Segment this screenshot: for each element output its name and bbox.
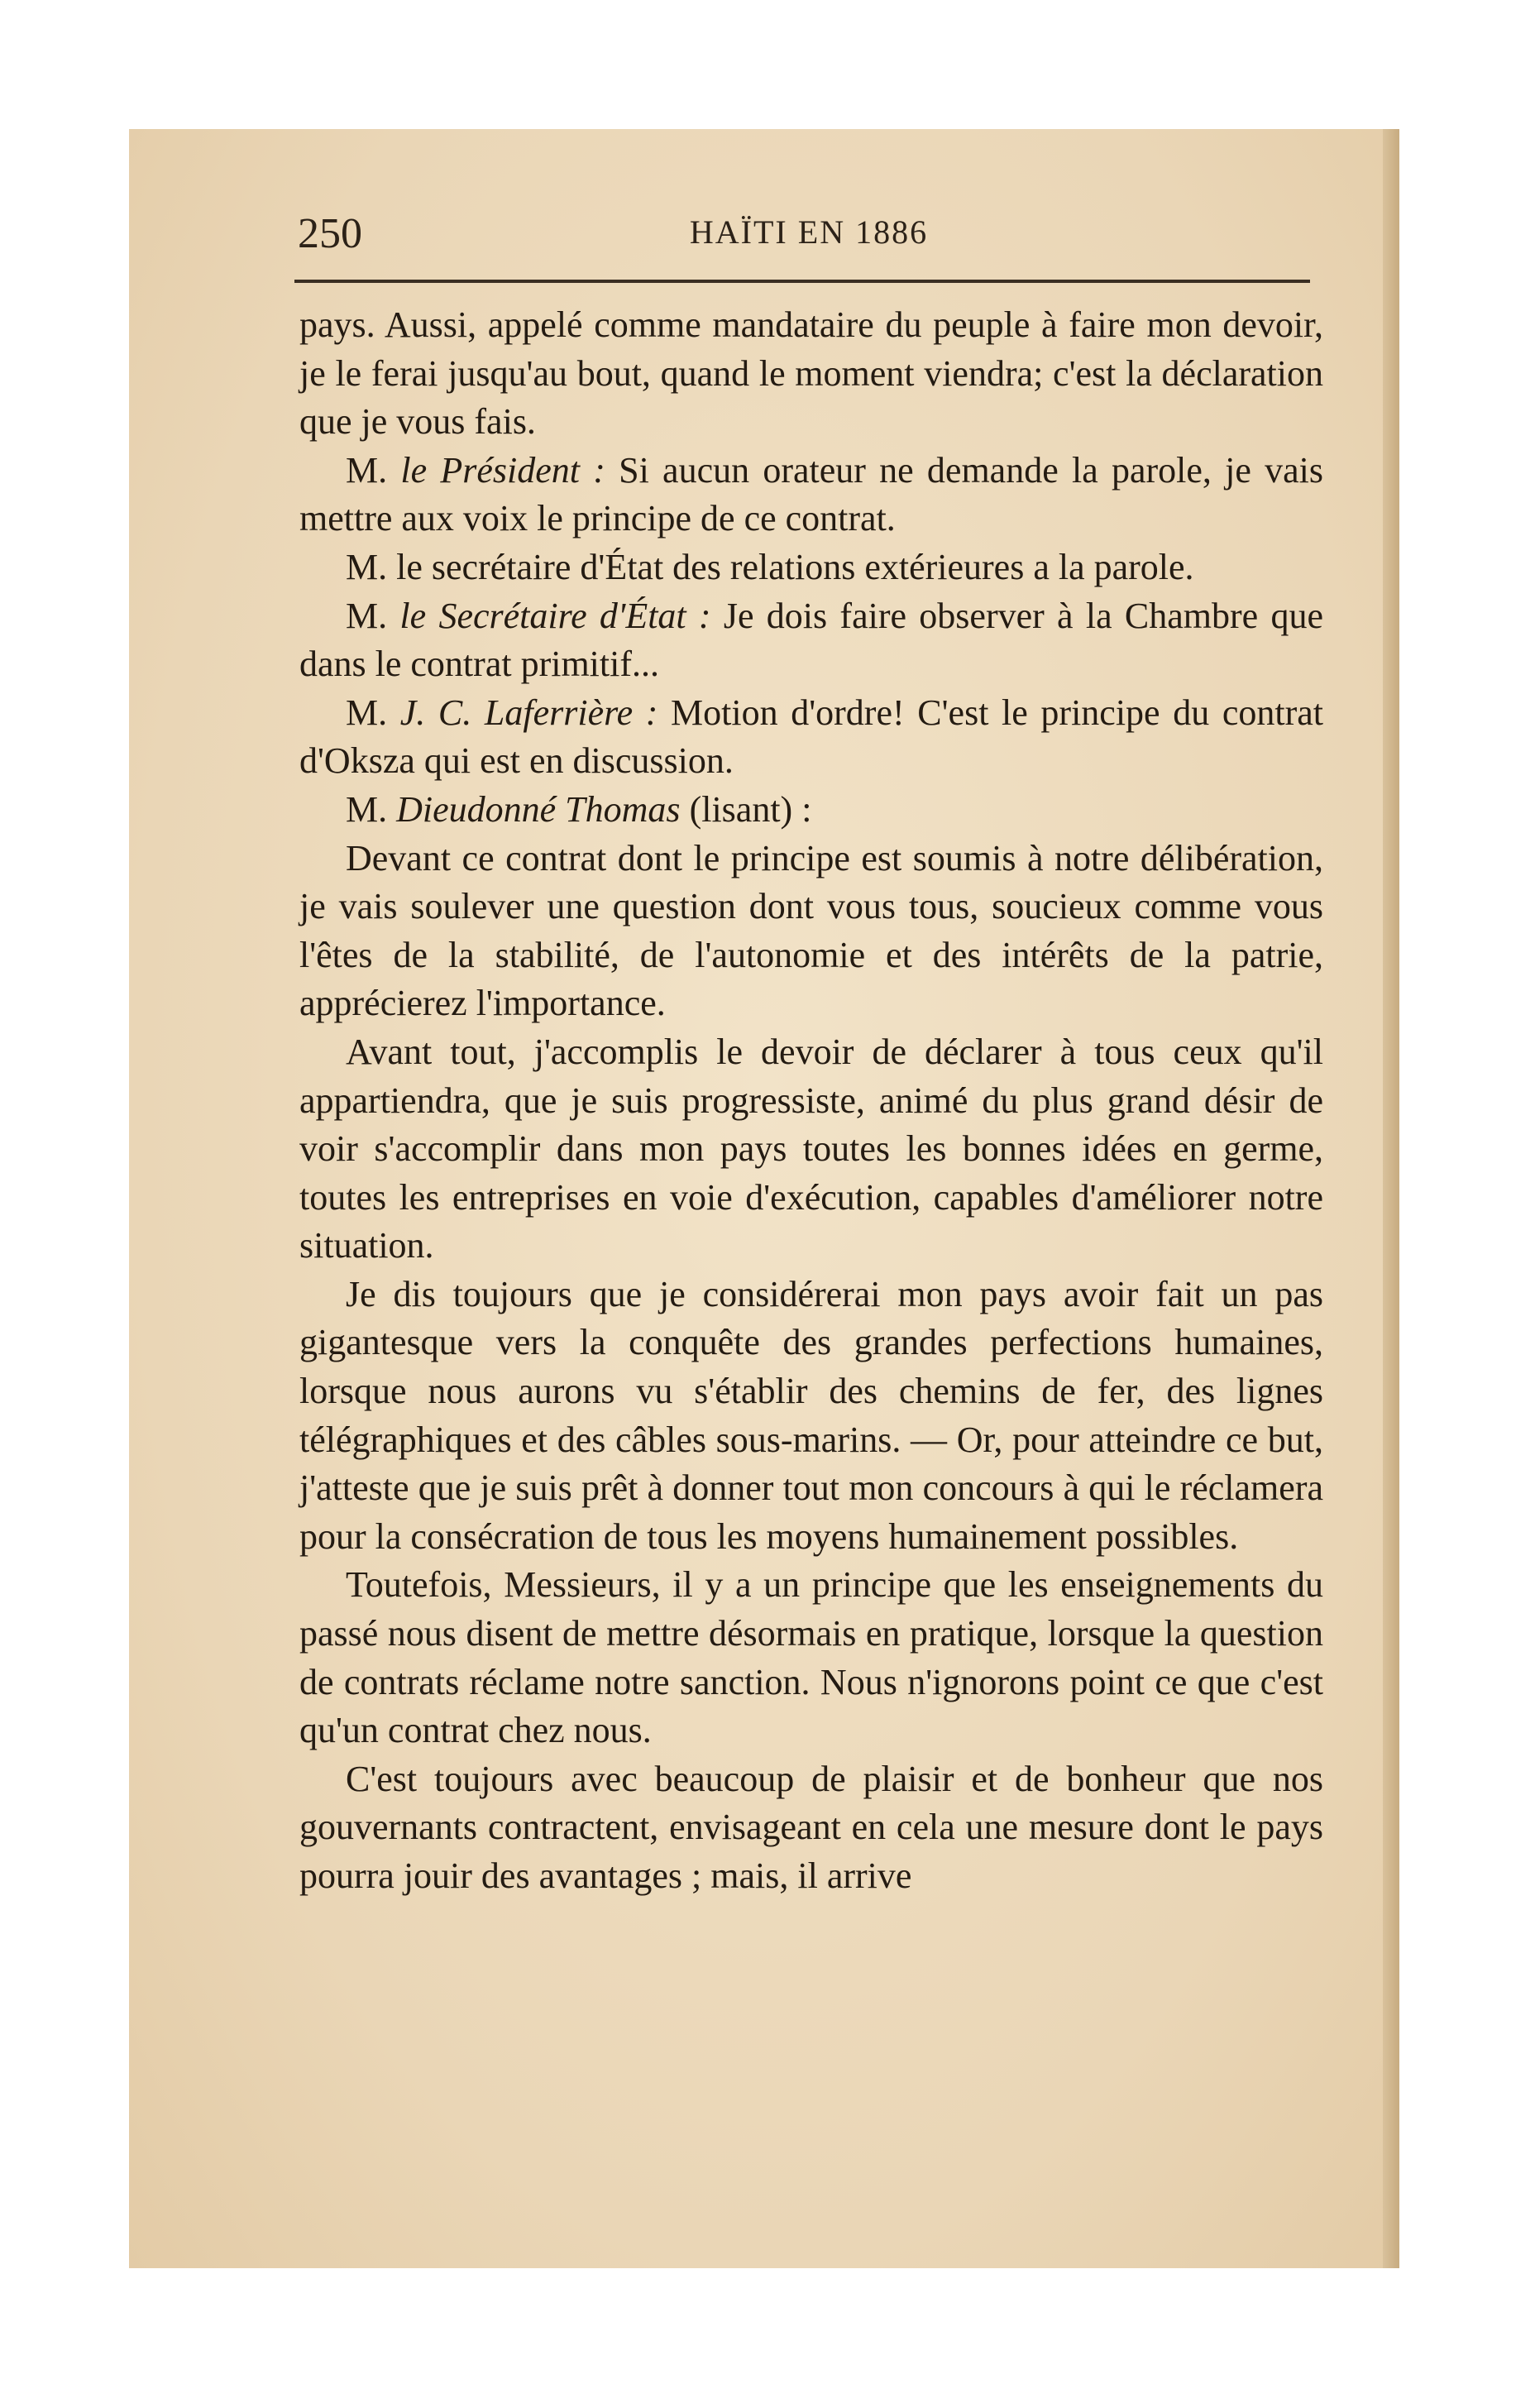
header-rule	[294, 280, 1310, 283]
page-spine-shadow	[1383, 129, 1399, 2268]
paragraph-text: Je dis toujours que je considérerai mon pays avoir fait un pas gigantesque vers la conquête des grandes perfections humaines, lorsque nous aurons vu s'établir des chemins de fer, des lignes télégraphiques et des câbles sous-marins. — Or, pour atteindre ce but, j'atteste que je suis prêt à donner tout mon concours à qui le réclamera pour la consécration de tous les moyens humainement possibles.	[299, 1273, 1323, 1557]
speaker-name: Dieudonné Thomas	[396, 788, 681, 830]
paragraph-p10	[299, 1561, 1323, 1755]
paragraph-text: Je dois faire observer à la Chambre que dans le contrat primitif...	[299, 595, 1323, 685]
paragraph-p8	[299, 1028, 1323, 1271]
book-page	[129, 129, 1399, 2268]
paragraph-p6	[299, 786, 1323, 835]
paragraph-p5	[299, 689, 1323, 786]
page-header	[298, 206, 1320, 264]
paragraph-text: Devant ce contrat dont le principe est soumis à notre délibération, je vais soulever une question dont vous tous, soucieux comme vous l'êtes de la stabilité, de l'autonomie et des intérêts de la patrie, apprécierez l'importance.	[299, 837, 1323, 1024]
paragraph-p3	[299, 543, 1323, 592]
speaker-prefix: M.	[346, 788, 397, 830]
paragraph-text: Si aucun orateur ne demande la parole, je vais mettre aux voix le principe de ce contrat.	[299, 449, 1323, 539]
paragraph-p4	[299, 592, 1323, 689]
paragraph-p2	[299, 447, 1323, 543]
paragraph-p11	[299, 1755, 1323, 1901]
page-number: 250	[298, 210, 362, 257]
speaker-name: le Secrétaire d'État :	[399, 595, 711, 636]
paragraph-text: C'est toujours avec beaucoup de plaisir et de bonheur que nos gouvernants contractent, envisageant en cela une mesure dont le pays pourra jouir des avantages ; mais, il arrive	[299, 1758, 1323, 1896]
paragraph-text: pays. Aussi, appelé comme mandataire du peuple à faire mon devoir, je le ferai jusqu'au bout, quand le moment viendra; c'est la déclaration que je vous fais.	[299, 304, 1323, 443]
speaker-name: J. C. Laferrière :	[399, 692, 658, 733]
running-title: HAÏTI EN 1886	[689, 213, 929, 251]
speaker-name: le Président :	[400, 449, 605, 491]
speaker-prefix: M.	[346, 595, 400, 636]
paragraph-p7	[299, 835, 1323, 1028]
speaker-prefix: M.	[346, 449, 401, 491]
paragraph-text: M. le secrétaire d'État des relations extérieures a la parole.	[346, 546, 1194, 587]
paragraph-p9	[299, 1271, 1323, 1562]
paragraph-text: Toutefois, Messieurs, il y a un principe que les enseignements du passé nous disent de mettre désormais en pratique, lorsque la question de contrats réclame notre sanction. Nous n'ignorons point ce que c'est qu'un contrat chez nous.	[299, 1564, 1323, 1751]
speaker-prefix: M.	[346, 692, 400, 733]
paragraph-text: Motion d'ordre! C'est le principe du contrat d'Oksza qui est en discussion.	[299, 692, 1323, 782]
paragraph-text: Avant tout, j'accomplis le devoir de déclarer à tous ceux qu'il appartiendra, que je suis progressiste, animé du plus grand désir de voir s'accomplir dans mon pays toutes les bonnes idées en germe, toutes les entreprises en voie d'exécution, capables d'améliorer notre situation.	[299, 1031, 1323, 1266]
paragraph-text: (lisant) :	[680, 788, 812, 830]
paragraph-p1	[299, 301, 1323, 447]
body-text	[299, 301, 1323, 1901]
